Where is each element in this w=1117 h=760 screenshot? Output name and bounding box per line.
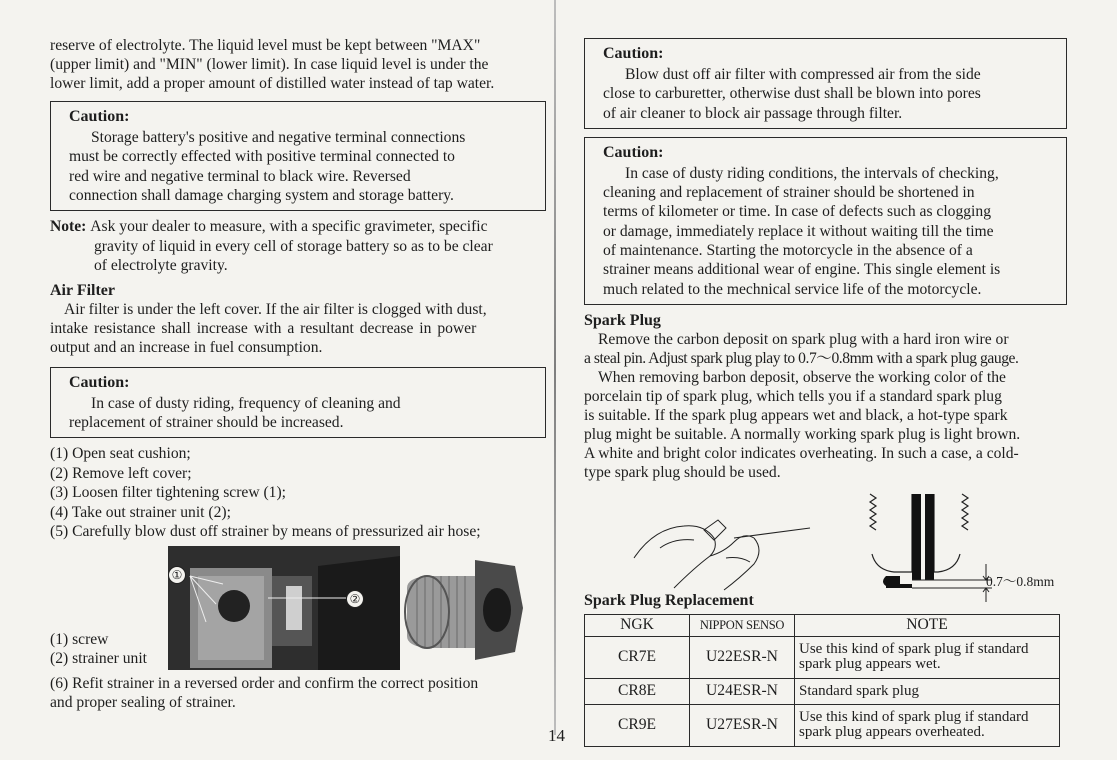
caution-title: Caution:: [603, 45, 664, 62]
spark-plug-line: porcelain tip of spark plug, which tells you if a standard spark plug: [584, 387, 1002, 405]
note-label: Note:: [50, 218, 91, 236]
table-row: [585, 636, 1060, 678]
replacement-title: Spark Plug Replacement: [584, 591, 754, 609]
cleaning-hands-drawing: [614, 498, 824, 594]
step-item: (6) Refit strainer in a reversed order and confirm the correct position: [50, 674, 479, 692]
intro-line: lower limit, add a proper amount of distilled water instead of tap water.: [50, 75, 495, 92]
caution-line: strainer means additional wear of engine. This single element is: [603, 261, 1001, 279]
spark-plug-gap-drawing: [852, 484, 1055, 612]
dusty-riding-caution-box: [584, 137, 1067, 305]
step-item: (2) Remove left cover;: [50, 464, 192, 482]
caution-line: Storage battery's positive and negative terminal connections: [91, 129, 466, 146]
intro-line: reserve of electrolyte. The liquid level must be kept between "MAX": [50, 37, 481, 54]
air-filter-heading: Air Filter: [50, 281, 116, 299]
step-item: (3) Loosen filter tightening screw (1);: [50, 484, 287, 502]
steps-list: [50, 444, 546, 542]
legend-item: (1) screw: [50, 630, 109, 648]
table-cell: Standard spark plug: [795, 678, 1060, 704]
caution-line: must be correctly effected with positive terminal connected to: [69, 148, 455, 166]
caution-line: of air cleaner to block air passage through filter.: [603, 104, 903, 122]
caution-line: much related to the mechnical service life of the motorcycle.: [603, 280, 982, 298]
compressed-air-caution-box: [584, 38, 1067, 129]
caution-title: Caution:: [69, 108, 130, 125]
table-cell: U27ESR-N: [690, 704, 795, 746]
caution-line: cleaning and replacement of strainer should be shortened in: [603, 184, 975, 202]
strainer-caution-box: [50, 367, 546, 439]
step-item: (5) Carefully blow dust off strainer by means of pressurized air hose;: [50, 523, 481, 541]
table-cell: Use this kind of spark plug if standard spark plug appears overheated.: [795, 704, 1060, 746]
spark-plug-table: [584, 614, 1060, 747]
spark-plug-line: a steal pin. Adjust spark plug play to 0.7～0.8mm with a spark plug gauge.: [584, 349, 1019, 367]
spark-plug-line: A white and bright color indicates overheating. In such a case, a cold-: [584, 444, 1019, 462]
table-cell: CR7E: [585, 636, 690, 678]
spark-plug-figure: [584, 484, 1067, 612]
battery-caution-box: [50, 101, 546, 211]
filter-housing-image: [168, 546, 400, 670]
callout-2: ②: [346, 590, 364, 608]
air-filter-line: Air filter is under the left cover. If the air filter is clogged with dust,: [64, 300, 487, 318]
photo-legend: [50, 630, 147, 668]
caution-title: Caution:: [603, 143, 664, 161]
caution-line: close to carburetter, otherwise dust shall be blown into pores: [603, 85, 981, 103]
step-item: (1) Open seat cushion;: [50, 445, 191, 463]
caution-line: of maintenance. Starting the motorcycle in the absence of a: [603, 242, 973, 260]
caution-line: In case of dusty riding, frequency of cleaning and: [91, 394, 401, 412]
strainer-unit-photo: [397, 548, 527, 668]
table-cell: CR9E: [585, 704, 690, 746]
page-number: 14: [548, 726, 565, 745]
table-row: [585, 704, 1060, 746]
spark-plug-line: plug might be suitable. A normally working spark plug is light brown.: [584, 425, 1021, 443]
air-filter-photos: [50, 546, 546, 668]
table-header: NOTE: [795, 614, 1060, 636]
intro-line: (upper limit) and "MIN" (lower limit). In case liquid level is under the: [50, 56, 489, 73]
table-header-row: [585, 614, 1060, 636]
note-line: of electrolyte gravity.: [94, 256, 228, 274]
caution-line: replacement of strainer should be increased.: [69, 413, 344, 431]
table-cell: U22ESR-N: [690, 636, 795, 678]
spark-plug-line: is suitable. If the spark plug appears wet and black, a hot-type spark: [584, 406, 1008, 424]
right-page: [564, 0, 1117, 760]
gap-label: 0.7～0.8mm: [986, 573, 1055, 589]
table-cell: U24ESR-N: [690, 678, 795, 704]
caution-line: or damage, immediately replace it without waiting till the time: [603, 222, 994, 240]
legend-item: (2) strainer unit: [50, 649, 147, 667]
note-line: Ask your dealer to measure, with a specific gravimeter, specific: [90, 218, 488, 236]
caution-line: Blow dust off air filter with compressed air from the side: [625, 66, 981, 83]
air-filter-line: intake resistance shall increase with a resultant decrease in power: [50, 319, 477, 337]
note-line: gravity of liquid in every cell of storage battery so as to be clear: [94, 237, 493, 255]
callout-1: ①: [168, 566, 186, 584]
strainer-unit-image: [397, 548, 527, 668]
caution-line: connection shall damage charging system and storage battery.: [69, 186, 454, 204]
spark-plug-heading: Spark Plug: [584, 311, 661, 329]
caution-line: red wire and negative terminal to black wire. Reversed: [69, 167, 411, 185]
table-cell: CR8E: [585, 678, 690, 704]
step-item: and proper sealing of strainer.: [50, 693, 236, 711]
air-filter-line: output and an increase in fuel consumption.: [50, 338, 323, 356]
caution-line: In case of dusty riding conditions, the intervals of checking,: [625, 164, 999, 182]
caution-title: Caution:: [69, 373, 130, 391]
spark-plug-line: Remove the carbon deposit on spark plug with a hard iron wire or: [598, 330, 1009, 348]
note-block: [50, 217, 546, 275]
caution-line: terms of kilometer or time. In case of defects such as clogging: [603, 203, 991, 221]
table-header: NGK: [585, 614, 690, 636]
filter-housing-photo: [168, 546, 400, 670]
table-header: NIPPON SENSO: [690, 614, 795, 636]
table-row: [585, 678, 1060, 704]
table-cell: Use this kind of spark plug if standard spark plug appears wet.: [795, 636, 1060, 678]
step-item: (4) Take out strainer unit (2);: [50, 503, 231, 521]
spark-plug-line: type spark plug should be used.: [584, 463, 781, 481]
spark-plug-line: When removing barbon deposit, observe the working color of the: [598, 368, 1006, 386]
